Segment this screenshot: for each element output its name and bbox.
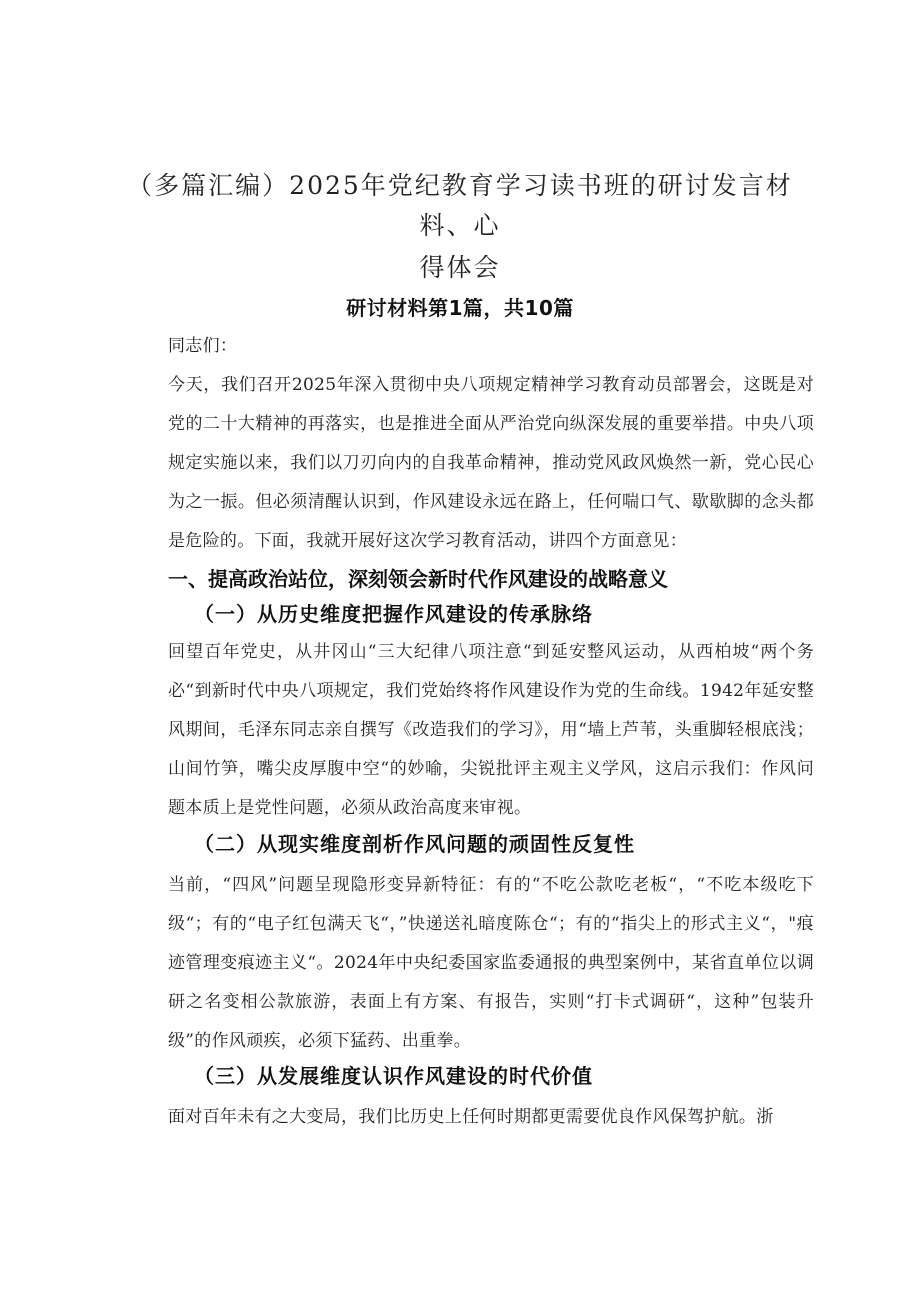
section-1-heading: 一、提高政治站位，深刻领会新时代作风建设的战略意义 [168, 567, 668, 591]
subsection-3-heading: （三）从发展维度认识作风建设的时代价值 [194, 1064, 593, 1088]
intro-paragraph: 今天，我们召开2025年深入贯彻中央八项规定精神学习教育动员部署会，这既是对党的二十大精神的再落实，也是推进全面从严治党向纵深发展的重要举措。中央八项规定实施以来，我们以刀刃向内的自我革命精神，推动党风政风焕然一新，党心民心为之一振。但必须清醒认识到，作风建设永远在路上，任何喘口气、歇歇脚的念头都是危险的。下面，我就开展好这次学习教育活动，讲四个方面意见： [168, 375, 814, 551]
document-title [120, 166, 800, 288]
subsection-3-paragraph: 面对百年未有之大变局，我们比历史上任何时期都更需要优良作风保驾护航。浙 [168, 1107, 774, 1127]
salutation: 同志们： [168, 336, 238, 356]
title-line-1: （多篇汇编）2025年党纪教育学习读书班的研讨发言材料、心 [127, 171, 793, 240]
title-line-2: 得体会 [419, 253, 501, 282]
document-subtitle: 研讨材料第1篇，共10篇 [346, 296, 574, 320]
subsection-1-heading: （一）从历史维度把握作风建设的传承脉络 [194, 602, 593, 626]
subsection-2-heading: （二）从现实维度剖析作风问题的顽固性反复性 [194, 832, 635, 856]
subsection-1-paragraph: 回望百年党史，从井冈山“三大纪律八项注意“到延安整风运动，从西柏坡“两个务必“到新时代中央八项规定，我们党始终将作风建设作为党的生命线。1942年延安整风期间，毛泽东同志亲自撰写《改造我们的学习》，用“墙上芦苇，头重脚轻根底浅；山间竹笋，嘴尖皮厚腹中空“的妙喻，尖锐批评主观主义学风，这启示我们：作风问题本质上是党性问题，必须从政治高度来审视。 [168, 642, 814, 818]
subsection-2-paragraph: 当前，“四风”问题呈现隐形变异新特征：有的“不吃公款吃老板“，“不吃本级吃下级“；有的“电子红包满天飞“，”快递送礼暗度陈仓“；有的“指尖上的形式主义“，"痕迹管理变痕迹主义“。2024年中央纪委国家监委通报的典型案例中，某省直单位以调研之名变相公款旅游，表面上有方案、有报告，实则“打卡式调研“，这种”包装升级”的作风顽疾，必须下猛药、出重拳。 [168, 875, 814, 1051]
